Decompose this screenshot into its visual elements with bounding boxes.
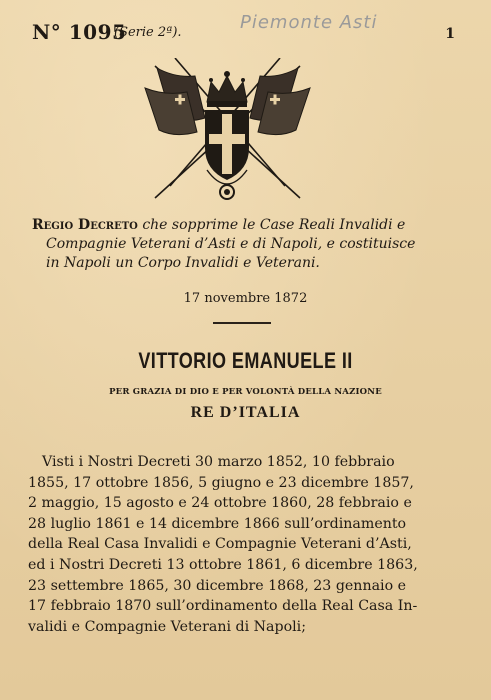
decree-serie: (Serie 2ª). [114,25,182,40]
body-line: della Real Casa Invalidi e Compagnie Veterani d’Asti, [28,536,412,553]
shield-icon [205,110,249,180]
savoy-coat-of-arms-icon [135,58,320,208]
sovereign-title: RE D’ITALIA [190,404,301,421]
body-line: 28 luglio 1861 e 14 dicembre 1866 sull’ordinamento [28,515,407,532]
pencil-annotation: Piemonte Asti [240,12,378,33]
sovereign-name: VITTORIO EMANUELE II [138,348,353,373]
decree-body [28,452,428,637]
body-line: 23 settembre 1865, 30 dicembre 1868, 23 gennaio e [28,577,407,594]
decree-title-line-3: in Napoli un Corpo Invalidi e Veterani. [46,255,320,271]
page-number: 1 [445,26,455,42]
body-line: Visti i Nostri Decreti 30 marzo 1852, 10 febbraio [42,454,395,470]
body-line: ed i Nostri Decreti 13 ottobre 1861, 6 dicembre 1863, [28,556,418,573]
document-header [32,12,432,48]
decree-title [32,216,432,273]
decree-title-prefix: Regio Decreto [32,217,138,233]
decree-date: 17 novembre 1872 [183,291,308,306]
decree-title-line-1: che sopprime le Case Reali Invalidi e [142,217,406,233]
crown-icon [207,71,247,107]
body-line: 1855, 17 ottobre 1856, 5 giugno e 23 dicembre 1857, [28,474,414,491]
divider [213,322,271,324]
body-line: 17 febbraio 1870 sull’ordinamento della Real Casa In- [28,598,418,615]
body-line: 2 maggio, 15 agosto e 24 ottobre 1860, 28 febbraio e [28,495,412,512]
sovereign-grace: PER GRAZIA DI DIO E PER VOLONTÀ DELLA NAZIONE [109,387,382,397]
body-line: validi e Compagnie Veterani di Napoli; [28,618,306,635]
decree-title-line-2: Compagnie Veterani d’Asti e di Napoli, e costituisce [46,236,416,252]
decree-number: N° 1095 [32,20,127,44]
